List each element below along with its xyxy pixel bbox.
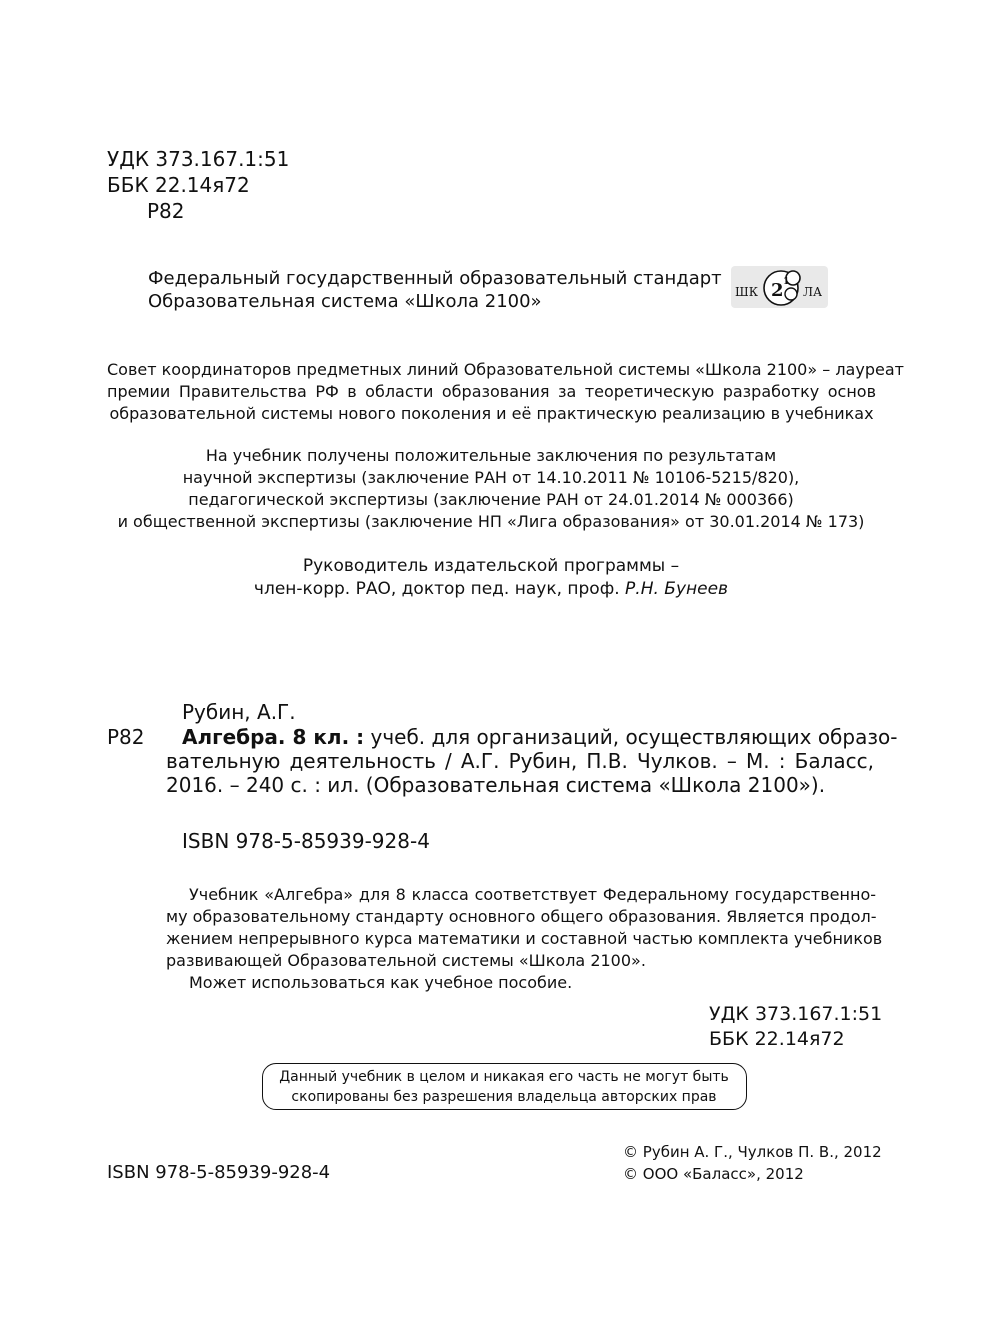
bib-line-1-rest: учеб. для организаций, осуществляющих образо-	[364, 725, 898, 749]
annotation-line-4: развивающей Образовательной системы «Школа 2100».	[166, 951, 646, 970]
bib-mark: Р82	[107, 725, 145, 749]
program-line-2	[100, 578, 882, 600]
bbk-code-bottom: ББК 22.14я72	[709, 1028, 845, 1050]
reviews-line-3: педагогической экспертизы (заключение РАН от 24.01.2014 № 000366)	[188, 490, 794, 509]
annotation-line-5: Может использоваться как учебное пособие.	[189, 973, 573, 992]
council-line-2: премии Правительства РФ в области образования за теоретическую разработку основ	[107, 382, 876, 401]
school-2100-logo-icon	[731, 266, 828, 308]
udk-code-bottom: УДК 373.167.1:51	[709, 1003, 883, 1025]
isbn-bottom: ISBN 978-5-85939-928-4	[107, 1162, 331, 1183]
program-head-name: Р.Н. Бунеев	[625, 579, 729, 599]
reviews-line-4: и общественной экспертизы (заключение НП «Лига образования» от 30.01.2014 № 173)	[117, 512, 865, 531]
copyright-notice-frame	[262, 1063, 747, 1110]
bib-line-1	[182, 724, 898, 750]
copyright-publisher: © ООО «Баласс», 2012	[623, 1165, 804, 1183]
bib-line-2: вательную деятельность / А.Г. Рубин, П.В. Чулков. – М. : Баласс,	[166, 749, 874, 773]
annotation-line-2: му образовательному стандарту основного общего образования. Является продол-	[166, 907, 877, 926]
copyright-authors: © Рубин А. Г., Чулков П. В., 2012	[623, 1143, 882, 1161]
bib-author: Рубин, А.Г.	[182, 700, 296, 724]
standard-line-1: Федеральный государственный образовательный стандарт	[148, 268, 722, 289]
bib-line-3: 2016. – 240 с. : ил. (Образовательная система «Школа 2100»).	[166, 773, 826, 797]
isbn-top: ISBN 978-5-85939-928-4	[182, 829, 430, 853]
bbk-code: ББК 22.14я72	[107, 173, 250, 197]
author-mark: Р82	[147, 199, 185, 223]
bib-title: Алгебра. 8 кл. :	[182, 725, 365, 749]
program-title: член-корр. РАО, доктор пед. наук, проф.	[253, 579, 626, 599]
copyright-notice-line-2: скопированы без разрешения владельца авторских прав	[291, 1089, 717, 1105]
annotation-line-1: Учебник «Алгебра» для 8 класса соответствует Федеральному государственно-	[189, 885, 876, 904]
svg-text:2: 2	[771, 280, 784, 301]
copyright-notice-line-1: Данный учебник в целом и никакая его часть не могут быть	[279, 1069, 729, 1085]
council-line-1: Совет координаторов предметных линий Образовательной системы «Школа 2100» – лауреат	[107, 360, 904, 379]
reviews-line-1: На учебник получены положительные заключения по результатам	[205, 446, 777, 465]
standard-line-2: Образовательная система «Школа 2100»	[148, 291, 542, 312]
annotation-line-3: жением непрерывного курса математики и составной частью комплекта учебников	[166, 929, 883, 948]
logo-right-text: ЛА	[803, 285, 823, 299]
udk-code: УДК 373.167.1:51	[107, 147, 290, 171]
program-line-1: Руководитель издательской программы –	[302, 556, 680, 576]
council-line-3: образовательной системы нового поколения и её практическую реализацию в учебниках	[109, 404, 874, 423]
logo-left-text: ШК	[735, 285, 758, 299]
svg-text:1: 1	[783, 277, 790, 287]
reviews-line-2: научной экспертизы (заключение РАН от 14.10.2011 № 10106-5215/820),	[182, 468, 800, 487]
